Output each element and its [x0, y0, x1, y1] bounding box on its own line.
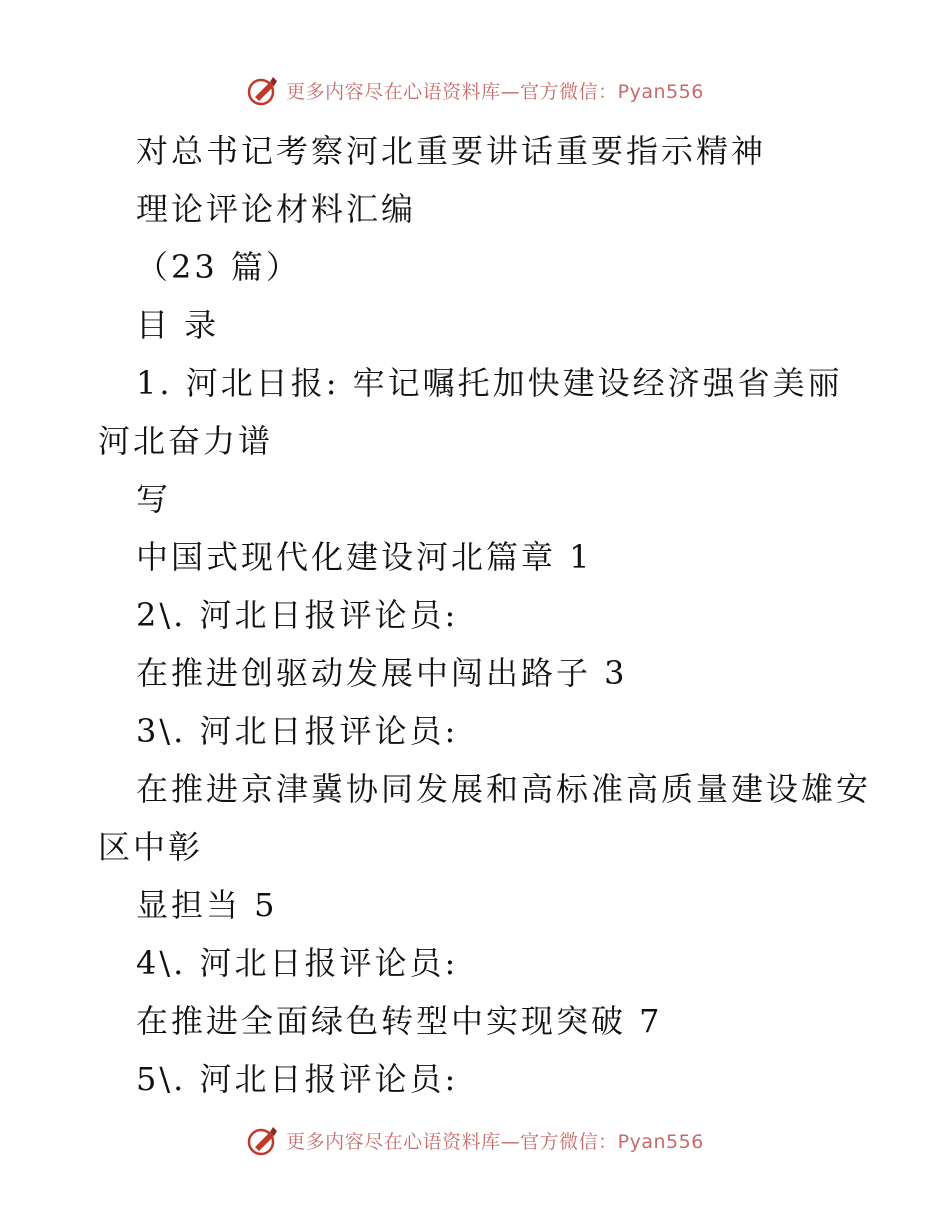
text-line: 河北奋力谱 — [98, 422, 274, 460]
text-line: 5\. 河北日报评论员: — [136, 1060, 459, 1098]
text-line: 在推进京津冀协同发展和高标准高质量建设雄安 — [136, 770, 872, 808]
text-line: 对总书记考察河北重要讲话重要指示精神 — [136, 132, 767, 170]
text-line: 显担当 5 — [136, 886, 278, 924]
text-line: 在推进创驱动发展中闯出路子 3 — [136, 654, 628, 692]
text-line: 4\. 河北日报评论员: — [136, 944, 459, 982]
text-line: 理论评论材料汇编 — [136, 190, 417, 228]
pen-logo-icon — [246, 73, 280, 107]
text-line: 2\. 河北日报评论员: — [136, 596, 459, 634]
text-line: 区中彰 — [98, 828, 204, 866]
watermark-text: 更多内容尽在心语资料库—官方微信：Pyan556 — [286, 80, 704, 103]
text-line: 写 — [136, 480, 172, 518]
text-line: （23 篇） — [136, 248, 301, 286]
text-line: 中国式现代化建设河北篇章 1 — [136, 538, 593, 576]
text-line: 3\. 河北日报评论员: — [136, 712, 459, 750]
document-body — [0, 122, 950, 1108]
text-line: 目 录 — [136, 306, 220, 344]
watermark-header — [0, 70, 950, 110]
watermark-footer — [0, 1120, 950, 1160]
text-line: 在推进全面绿色转型中实现突破 7 — [136, 1002, 663, 1040]
pen-logo-icon — [246, 1123, 280, 1157]
text-line: 1. 河北日报: 牢记嘱托加快建设经济强省美丽 — [136, 364, 843, 402]
watermark-text: 更多内容尽在心语资料库—官方微信：Pyan556 — [286, 1130, 704, 1153]
